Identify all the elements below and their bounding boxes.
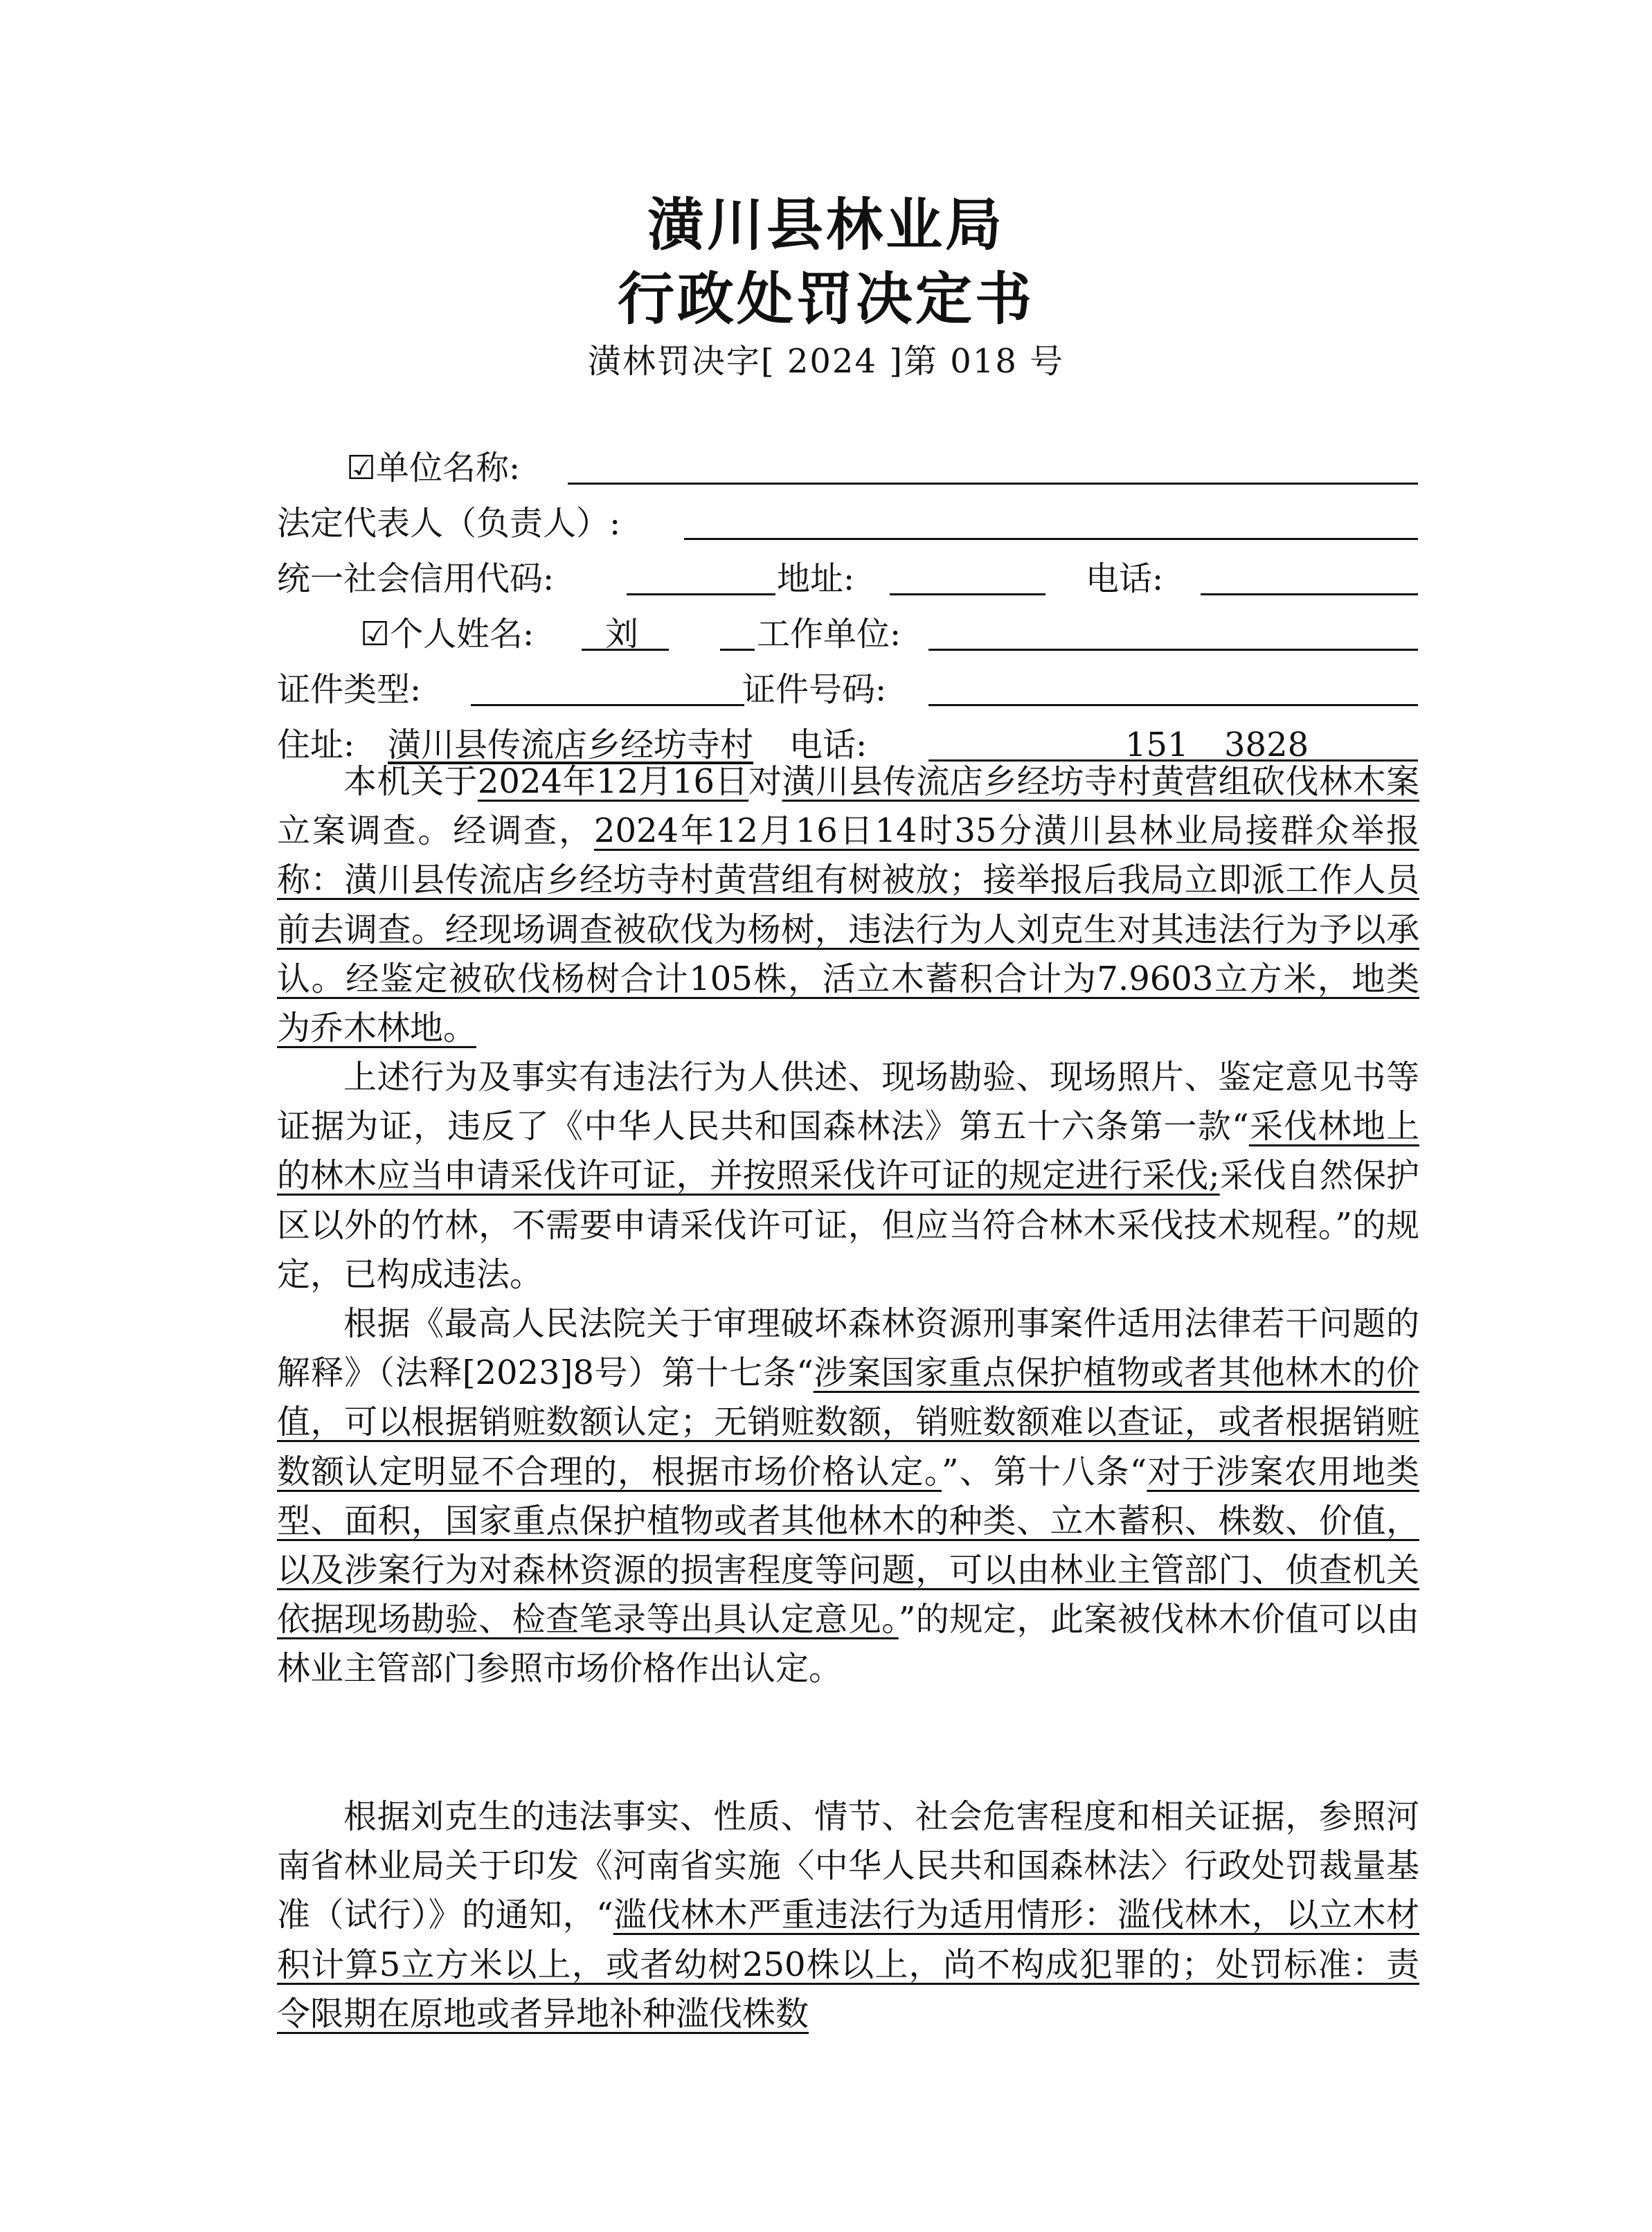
legal-rep-label: 法定代表人（负责人）: [277,504,621,543]
case-paragraph: 本机关于2024年12月16日对潢川县传流店乡经坊寺村黄营组砍伐林木案 立案调查。经调查，2024年12月16日14时35分潢川县林业局接群众举报称：潢川县传流店乡经坊寺村黄营组有树被放；接举报后我局立即派工作人员前去调查。经现场调查被砍伐为杨树，违法行为人刘克生对其违法行为予以承认。经鉴定被砍伐杨树合计105株，活立木蓄积合计为7.9603立方米，地类为乔木林地。 [277,762,1419,1048]
agency-title: 潢川县林业局 [647,192,1005,258]
violation-paragraph: 上述行为及事实有违法行为人供述、现场勘验、现场照片、鉴定意见书等证据为证，违反了《中华人民共和国森林法》第五十六条第一款“采伐林地上的林木应当申请采伐许可证，并按照采伐许可证的规定进行采伐;采伐自然保护区以外的竹林，不需要申请采伐许可证，但应当符合林木采伐技术规程。”的规定，已构成违法。 [277,1058,1419,1294]
residence-label: 住址: [277,726,355,764]
id-row [277,658,1419,713]
id-type-label: 证件类型: [277,670,422,709]
legal-rep-blank [684,537,1418,540]
penalty-basis-paragraph: 根据刘克生的违法事实、性质、情节、社会危害程度和相关证据，参照河南省林业局关于印发《河南省实施〈中华人民共和国森林法〉行政处罚裁量基准（试行）》的通知，“滥伐林木严重违法行为适用情形：滥伐林木，以立木材积计算5立方米以上，或者幼树250株以上，尚不构成犯罪的；处罚标准：责令限期在原地或者异地补种滥伐株数 [277,1797,1419,2033]
phone2-label: 电话: [789,726,868,764]
case-name: 潢川县传流店乡经坊寺村黄营组砍伐林木案 [782,762,1419,801]
credit-code-label: 统一社会信用代码: [277,559,555,598]
article-18-quote: 对于涉案农用地类型、面积，国家重点保护植物或者其他林木的种类、立木蓄积、株数、价值，以及涉案行为对森林资源的损害程度等问题，可以由林业主管部门、侦查机关依据现场勘验、检查笔录等出具认定意见。 [277,1452,1419,1639]
unit-name-blank [568,482,1418,485]
address-label: 地址: [777,559,855,598]
id-number-blank [928,703,1418,706]
residence-value: 潢川县传流店乡经坊寺村 [388,726,754,764]
document-number: 潢林罚决字[ 2024 ]第 018 号 [587,342,1065,381]
unit-name-row [277,436,1419,492]
phone-label: 电话: [1086,559,1164,598]
credit-code-blank [627,593,775,595]
phone2-value-a: 151 [1125,726,1189,764]
case-date: 2024年12月16日 [477,762,749,801]
person-name-label: ☑个人姓名: [360,615,535,654]
case-findings: 2024年12月16日14时35分潢川县林业局接群众举报称：潢川县传流店乡经坊寺村黄营组有树被放；接举报后我局立即派工作人员前去调查。经现场调查被砍伐为杨树，违法行为人刘克生对其违法行为予以承认。经鉴定被砍伐杨树合计105株，活立木蓄积合计为7.9603立方米，地类为乔木林地。 [277,811,1419,1048]
person-name-value: 刘 [605,615,639,654]
work-unit-blank [928,648,1418,651]
legal-basis-paragraph: 根据《最高人民法院关于审理破坏森林资源刑事案件适用法律若干问题的解释》（法释[2023]8号）第十七条“涉案国家重点保护植物或者其他林木的价值，可以根据销赃数额认定；无销赃数额，销赃数额难以查证，或者根据销赃数额认定明显不合理的，根据市场价格认定。”、第十八条“对于涉案农用地类型、面积，国家重点保护植物或者其他林木的种类、立木蓄积、株数、价值，以及涉案行为对森林资源的损害程度等问题，可以由林业主管部门、侦查机关依据现场勘验、检查笔录等出具认定意见。”的规定，此案被伐林木价值可以由林业主管部门参照市场价格作出认定。 [277,1304,1419,1689]
forest-law-quote: 采伐林地上的林木应当申请采伐许可证，并按照采伐许可证的规定进行采伐; [277,1107,1419,1196]
unit-checkbox-icon: ☑ [346,449,377,487]
legal-rep-row [277,492,1419,547]
credit-code-row [277,547,1419,602]
unit-name-label: ☑单位名称: [346,449,521,487]
id-number-label: 证件号码: [742,670,887,709]
work-unit-label: 工作单位: [757,615,901,654]
address-blank [890,593,1045,595]
person-checkbox-icon: ☑ [360,615,390,654]
article-17-quote: 涉案国家重点保护植物或者其他林木的价值，可以根据销赃数额认定；无销赃数额，销赃数额难以查证，或者根据销赃数额认定明显不合理的，根据市场价格认定。 [277,1353,1419,1491]
person-name-row [277,602,1419,658]
phone-blank [1201,593,1418,595]
phone2-value-b: 3828 [1224,726,1309,764]
id-type-blank [471,703,744,706]
penalty-standard-quote: 滥伐林木严重违法行为适用情形：滥伐林木，以立木材积计算5立方米以上，或者幼树250株以上，尚不构成犯罪的；处罚标准：责令限期在原地或者异地补种滥伐株数 [277,1896,1419,2033]
person-name-tail-blank [720,648,755,651]
document-title: 行政处罚决定书 [617,267,1034,332]
